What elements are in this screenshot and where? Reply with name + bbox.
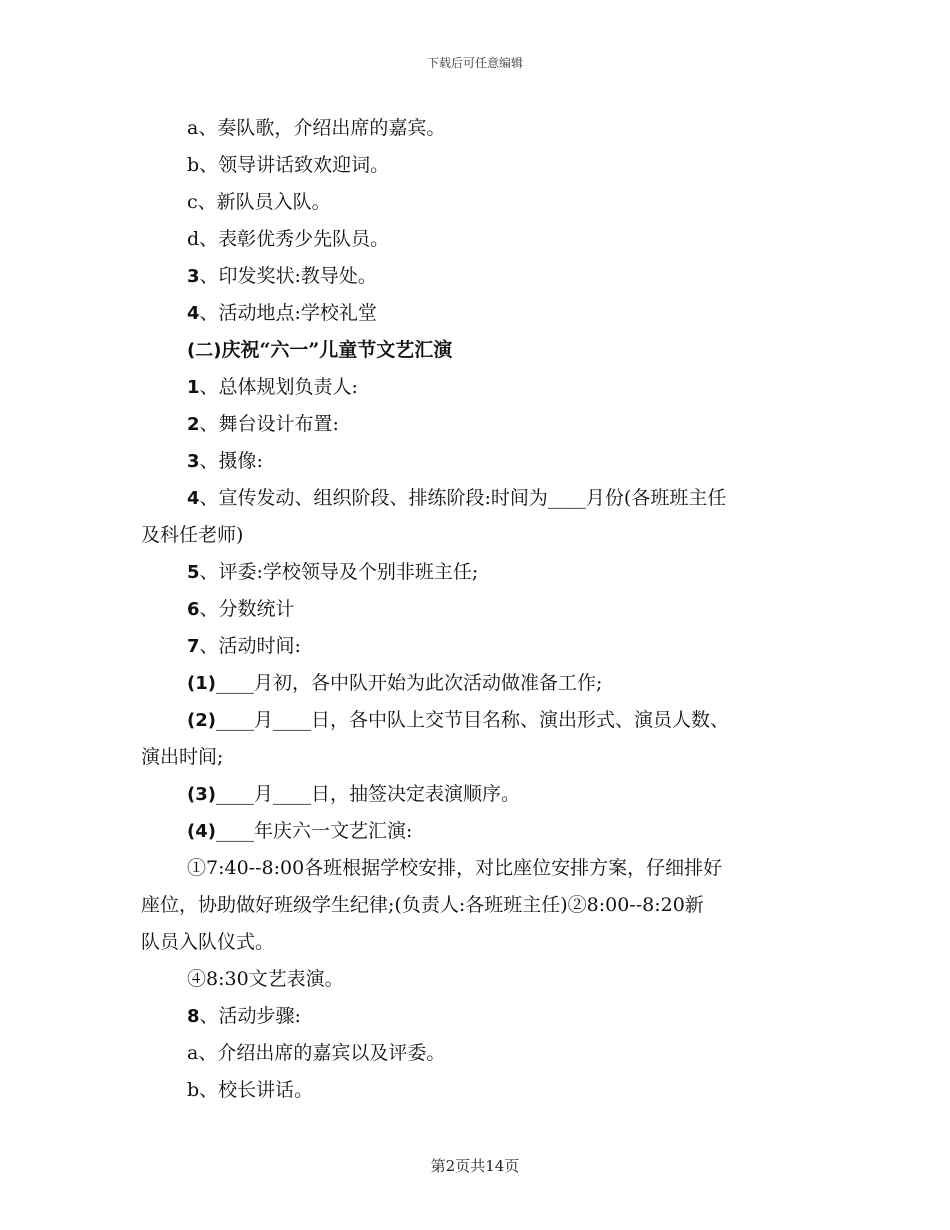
paragraph-line-continued — [0, 924, 950, 961]
item-number: 3 — [187, 451, 200, 472]
paragraph-line — [0, 221, 950, 258]
item-number: 5 — [187, 562, 200, 583]
line-text: 、宣传发动、组织阶段、排练阶段:时间为____月份(各班班主任 — [199, 487, 727, 509]
paragraph-line-continued — [0, 739, 950, 776]
line-text: 、摄像: — [199, 450, 263, 472]
paragraph-line — [0, 961, 950, 998]
paragraph-line — [0, 295, 950, 332]
paragraph-line — [0, 628, 950, 665]
line-text: 、活动步骤: — [199, 1005, 301, 1027]
item-number: (1) — [187, 673, 216, 694]
item-number: 4 — [187, 303, 200, 324]
line-text: a、奏队歌，介绍出席的嘉宾。 — [187, 117, 446, 139]
line-text: b、校长讲话。 — [187, 1079, 314, 1101]
item-number: 3 — [187, 266, 200, 287]
paragraph-line — [0, 702, 950, 739]
line-text: 、总体规划负责人: — [199, 376, 358, 398]
paragraph-line — [0, 1072, 950, 1109]
line-text: 演出时间; — [141, 746, 224, 768]
paragraph-line — [0, 110, 950, 147]
line-text: 、印发奖状:教导处。 — [199, 265, 377, 287]
line-text: 、活动时间: — [199, 635, 301, 657]
line-text: ____月____日，抽签决定表演顺序。 — [215, 783, 520, 805]
line-text: 座位，协助做好班级学生纪律;(负责人:各班班主任)②8:00--8:20新 — [141, 894, 704, 916]
line-text: 队员入队仪式。 — [141, 931, 275, 953]
section-number: (二) — [187, 340, 222, 361]
item-number: 8 — [187, 1006, 200, 1027]
line-text: 、分数统计 — [199, 598, 295, 620]
section-title: 庆祝“六一”儿童节文艺汇演 — [221, 339, 453, 361]
paragraph-line-continued — [0, 887, 950, 924]
paragraph-line — [0, 665, 950, 702]
line-text: ____月初，各中队开始为此次活动做准备工作; — [215, 672, 603, 694]
line-text: 、舞台设计布置: — [199, 413, 339, 435]
section-heading — [0, 332, 950, 369]
paragraph-line — [0, 443, 950, 480]
line-text: d、表彰优秀少先队员。 — [187, 228, 390, 250]
item-number: (3) — [187, 784, 216, 805]
paragraph-line — [0, 776, 950, 813]
line-text: 及科任老师) — [141, 524, 244, 546]
line-text: c、新队员入队。 — [187, 191, 331, 213]
paragraph-line — [0, 998, 950, 1035]
paragraph-line — [0, 258, 950, 295]
item-number: 6 — [187, 599, 200, 620]
line-text: a、介绍出席的嘉宾以及评委。 — [187, 1042, 446, 1064]
item-number: 1 — [187, 377, 200, 398]
item-number: (2) — [187, 710, 216, 731]
paragraph-line-continued — [0, 517, 950, 554]
paragraph-line — [0, 147, 950, 184]
paragraph-line — [0, 369, 950, 406]
line-text: ____年庆六一文艺汇演: — [215, 820, 413, 842]
page-header-note: 下载后可任意编辑 — [426, 56, 523, 70]
paragraph-line — [0, 813, 950, 850]
item-number: 7 — [187, 636, 200, 657]
item-number: (4) — [187, 821, 216, 842]
paragraph-line — [0, 1035, 950, 1072]
line-text: ④8:30文艺表演。 — [187, 968, 344, 990]
paragraph-line — [0, 406, 950, 443]
paragraph-line — [0, 850, 950, 887]
line-text: ①7:40--8:00各班根据学校安排，对比座位安排方案，仔细排好 — [187, 857, 723, 879]
paragraph-line — [0, 480, 950, 517]
page-footer-number: 第2页共14页 — [430, 1157, 520, 1175]
line-text: 、活动地点:学校礼堂 — [199, 302, 377, 324]
line-text: b、领导讲话致欢迎词。 — [187, 154, 390, 176]
line-text: 、评委:学校领导及个别非班主任; — [199, 561, 479, 583]
paragraph-line — [0, 591, 950, 628]
paragraph-line — [0, 184, 950, 221]
paragraph-line — [0, 554, 950, 591]
line-text: ____月____日，各中队上交节目名称、演出形式、演员人数、 — [215, 709, 729, 731]
item-number: 4 — [187, 488, 200, 509]
item-number: 2 — [187, 414, 200, 435]
document-body — [0, 110, 950, 1109]
